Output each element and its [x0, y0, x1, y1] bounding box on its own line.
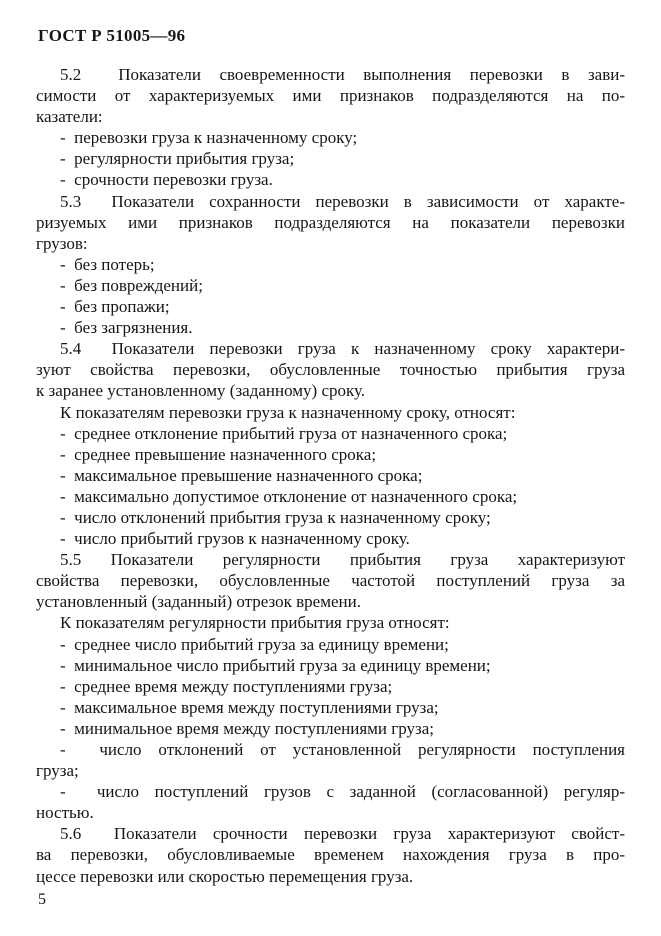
list-item: - среднее превышение назначенного срока; — [60, 444, 377, 464]
page-number: 5 — [38, 891, 46, 908]
text-line: ризуемых ими признаков подразделяются на показатели перевозки — [36, 212, 625, 232]
document-body — [36, 64, 625, 887]
list-item: - среднее отклонение прибытий груза от назначенного срока; — [60, 423, 508, 443]
text-line: К показателям перевозки груза к назначенному сроку, относят: — [60, 402, 516, 422]
text-line: 5.3 Показатели сохранности перевозки в зависимости от характе- — [60, 191, 625, 211]
list-item: - среднее время между поступлениями груза; — [60, 676, 393, 696]
list-item: - минимальное число прибытий груза за единицу времени; — [60, 655, 491, 675]
list-item: - перевозки груза к назначенному сроку; — [60, 128, 358, 148]
list-item: - максимальное время между поступлениями груза; — [60, 697, 439, 717]
list-item: - без пропажи; — [60, 297, 170, 317]
list-item: - максимальное превышение назначенного срока; — [60, 465, 423, 485]
list-item: - без потерь; — [60, 254, 155, 274]
list-item: - без загрязнения. — [60, 318, 193, 338]
list-item: - максимально допустимое отклонение от назначенного срока; — [60, 486, 518, 506]
list-item: - среднее число прибытий груза за единицу времени; — [60, 634, 449, 654]
text-line: симости от характеризуемых ими признаков подразделяются на по- — [36, 86, 625, 106]
text-line: зуют свойства перевозки, обусловленные точностью прибытия груза — [36, 360, 625, 380]
text-line: грузов: — [36, 233, 88, 253]
text-line: установленный (заданный) отрезок времени. — [36, 592, 361, 612]
list-item: - число прибытий грузов к назначенному сроку. — [60, 529, 410, 549]
list-item: - число поступлений грузов с заданной (согласованной) регуляр- — [60, 782, 625, 802]
text-line: казатели: — [36, 107, 103, 127]
text-line: груза; — [36, 761, 79, 781]
document-header: ГОСТ Р 51005—96 — [38, 26, 186, 45]
list-item: - минимальное время между поступлениями груза; — [60, 718, 434, 738]
text-line: свойства перевозки, обусловленные частотой поступлений груза за — [36, 571, 625, 591]
text-line: 5.4 Показатели перевозки груза к назначенному сроку характери- — [60, 339, 625, 359]
list-item: - число отклонений прибытия груза к назначенному сроку; — [60, 507, 491, 527]
list-item: - без повреждений; — [60, 275, 203, 295]
list-item: - срочности перевозки груза. — [60, 170, 273, 190]
list-item: - число отклонений от установленной регулярности поступления — [60, 740, 625, 759]
text-line: ва перевозки, обусловливаемые временем нахождения груза в про- — [36, 845, 625, 865]
text-line: 5.5 Показатели регулярности прибытия груза характеризуют — [60, 550, 625, 570]
list-item: - регулярности прибытия груза; — [60, 149, 295, 169]
text-line: цессе перевозки или скоростью перемещения груза. — [36, 866, 414, 886]
text-line: 5.2 Показатели своевременности выполнения перевозки в зави- — [60, 65, 625, 84]
text-line: к заранее установленному (заданному) сроку. — [36, 381, 366, 401]
text-line: ностью. — [36, 803, 94, 823]
text-line: 5.6 Показатели срочности перевозки груза характеризуют свойст- — [60, 824, 625, 844]
text-line: К показателям регулярности прибытия груза относят: — [60, 613, 450, 633]
